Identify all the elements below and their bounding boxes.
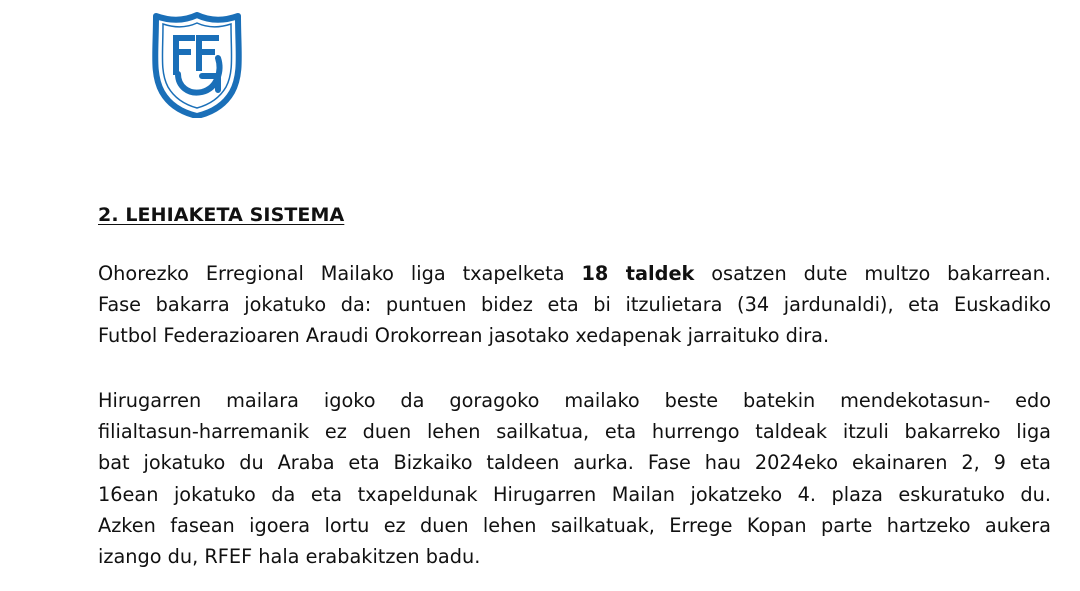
teams-count-bold: 18 taldek	[581, 262, 695, 285]
paragraph1-line3: Futbol Federazioaren Araudi Orokorrean jasotako xedapenak jarraituko dira.	[98, 324, 830, 348]
paragraph1-line1	[98, 258, 1051, 289]
paragraph-competition-format	[98, 258, 1051, 352]
paragraph2-line5: Azken fasean igoera lortu ez duen lehen sailkatuak, Errege Kopan parte hartzeko aukera	[98, 513, 1051, 537]
monogram-letter-f1	[176, 38, 192, 72]
paragraph2-line4: 16ean jokatuko da eta txapeldunak Hirugarren Mailan jokatzeko 4. plaza eskuratuko du.	[98, 482, 1051, 506]
paragraph1-line1-text-before: Ohorezko Erregional Mailako liga txapelketa	[98, 262, 582, 285]
section-heading: 2. LEHIAKETA SISTEMA	[98, 204, 345, 226]
paragraph1-line2: Fase bakarra jokatuko da: puntuen bidez eta bi itzulietara (34 jardunaldi), eta Euskadiko	[98, 293, 1051, 317]
paragraph2-line6: izango du, RFEF hala erabakitzen badu.	[98, 545, 481, 569]
federation-logo	[152, 12, 242, 118]
paragraph2-line1: Hirugarren mailara igoko da goragoko mailako beste batekin mendekotasun- edo	[98, 389, 1051, 412]
monogram-letter-f2	[199, 38, 216, 68]
paragraph2-line3: bat jokatuko du Araba eta Bizkaiko taldeen aurka. Fase hau 2024eko ekainaren 2, 9 eta	[98, 451, 1051, 475]
paragraph1-line1-text-after: osatzen dute multzo bakarrean.	[694, 262, 1051, 285]
paragraph2-line2: filialtasun-harremanik ez duen lehen sailkatua, eta hurrengo taldeak itzuli bakarreko liga	[98, 420, 1051, 444]
paragraph-promotion	[98, 385, 1051, 572]
